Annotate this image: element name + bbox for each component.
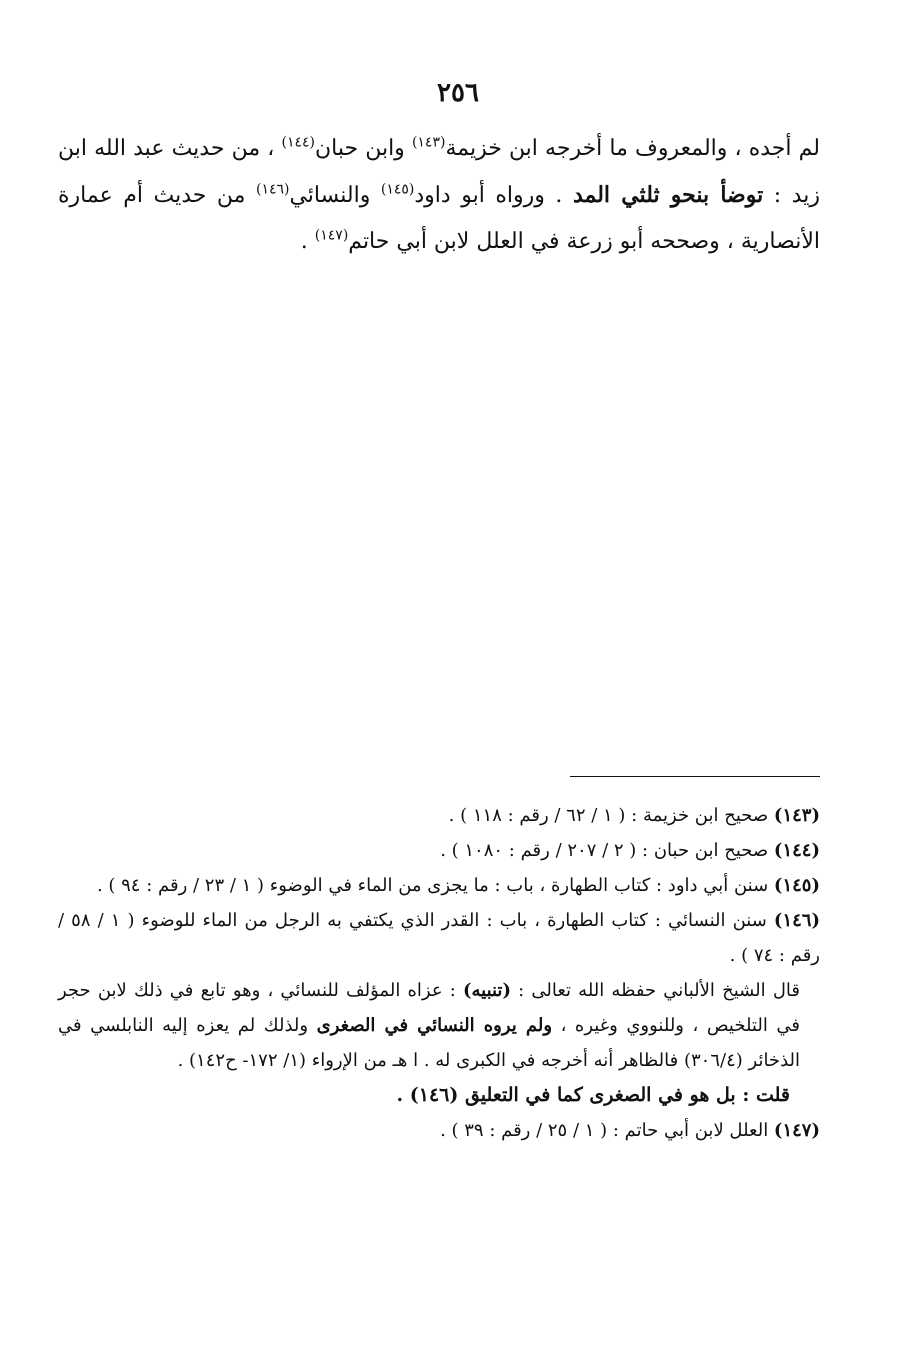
main-text-f: من حديث أم عمارة الأنصارية ، وصححه أبو زرعة في العلل لابن أبي حاتم bbox=[58, 183, 820, 254]
footnote-number: (١٤٣) bbox=[773, 805, 820, 826]
main-text-d: . ورواه أبو داود bbox=[414, 183, 573, 208]
main-paragraph bbox=[58, 126, 820, 265]
footnote-number: (١٤٦) bbox=[773, 910, 820, 931]
main-text-a: لم أجده ، والمعروف ما أخرجه ابن خزيمة bbox=[445, 136, 820, 161]
footnote-text: صحيح ابن حبان : ( ٢ / ٢٠٧ / رقم : ١٠٨٠ ) . bbox=[440, 840, 774, 861]
main-text-e: والنسائي bbox=[289, 183, 381, 208]
footnote-text: سنن النسائي : كتاب الطهارة ، باب : القدر الذي يكتفي به الرجل من الماء للوضوء ( ١ / ٥٨ / رقم : ٧٤ ) . bbox=[58, 910, 820, 966]
footnote-ref-145: (١٤٥) bbox=[380, 181, 415, 198]
footnote-text: صحيح ابن خزيمة : ( ١ / ٦٢ / رقم : ١١٨ ) . bbox=[448, 805, 774, 826]
footnote-143 bbox=[58, 798, 820, 833]
footnote-text: العلل لابن أبي حاتم : ( ١ / ٢٥ / رقم : ٣٩ ) . bbox=[440, 1120, 774, 1141]
albani-note-bold: ولم يروه النسائي في الصغرى bbox=[316, 1015, 553, 1036]
albani-note-c: ولذلك لم يعزه إليه النابلسي في الذخائر (٣٠٦/٤) فالظاهر أنه أخرجه في الكبرى له . ا هـ من الإرواء (١/ ١٧٢- ح١٤٢) . bbox=[58, 1015, 800, 1071]
footnote-ref-144: (١٤٤) bbox=[281, 134, 315, 151]
footnote-number: (١٤٧) bbox=[773, 1120, 820, 1141]
main-text-b: وابن حبان bbox=[314, 136, 412, 161]
main-text-line bbox=[58, 126, 820, 265]
main-text-bold-hadith: توضأ بنحو ثلثي المد bbox=[572, 182, 764, 208]
footnote-144 bbox=[58, 833, 820, 868]
footnotes-section bbox=[58, 798, 820, 1148]
albani-tanbih: (تنبيه) bbox=[462, 980, 511, 1001]
footnote-number: (١٤٥) bbox=[773, 875, 820, 896]
albani-note-b: : عزاه المؤلف للنسائي ، وهو تابع في ذلك لابن حجر في التلخيص ، وللنووي وغيره ، bbox=[58, 980, 800, 1036]
page-number: ٢٥٦ bbox=[437, 78, 479, 108]
footnote-146 bbox=[58, 903, 820, 973]
footnote-ref-146: (١٤٦) bbox=[255, 181, 290, 198]
albani-note-a: قال الشيخ الألباني حفظه الله تعالى : bbox=[510, 980, 800, 1001]
footnote-separator bbox=[570, 776, 820, 777]
footnote-text: سنن أبي داود : كتاب الطهارة ، باب : ما يجزى من الماء في الوضوء ( ١ / ٢٣ / رقم : ٩٤ ) . bbox=[96, 875, 774, 896]
footnote-145 bbox=[58, 868, 820, 903]
albani-note bbox=[58, 973, 820, 1078]
footnote-number: (١٤٤) bbox=[773, 840, 820, 861]
main-text-g: . bbox=[300, 229, 315, 254]
main-text-c: ، من حديث عبد الله ابن زيد : bbox=[58, 136, 820, 208]
editor-note: قلت : بل هو في الصغرى كما في التعليق (١٤٦) . bbox=[396, 1084, 790, 1106]
footnote-ref-143: (١٤٣) bbox=[411, 134, 446, 151]
footnote-ref-147: (١٤٧) bbox=[314, 227, 349, 244]
footnote-147 bbox=[58, 1113, 820, 1148]
